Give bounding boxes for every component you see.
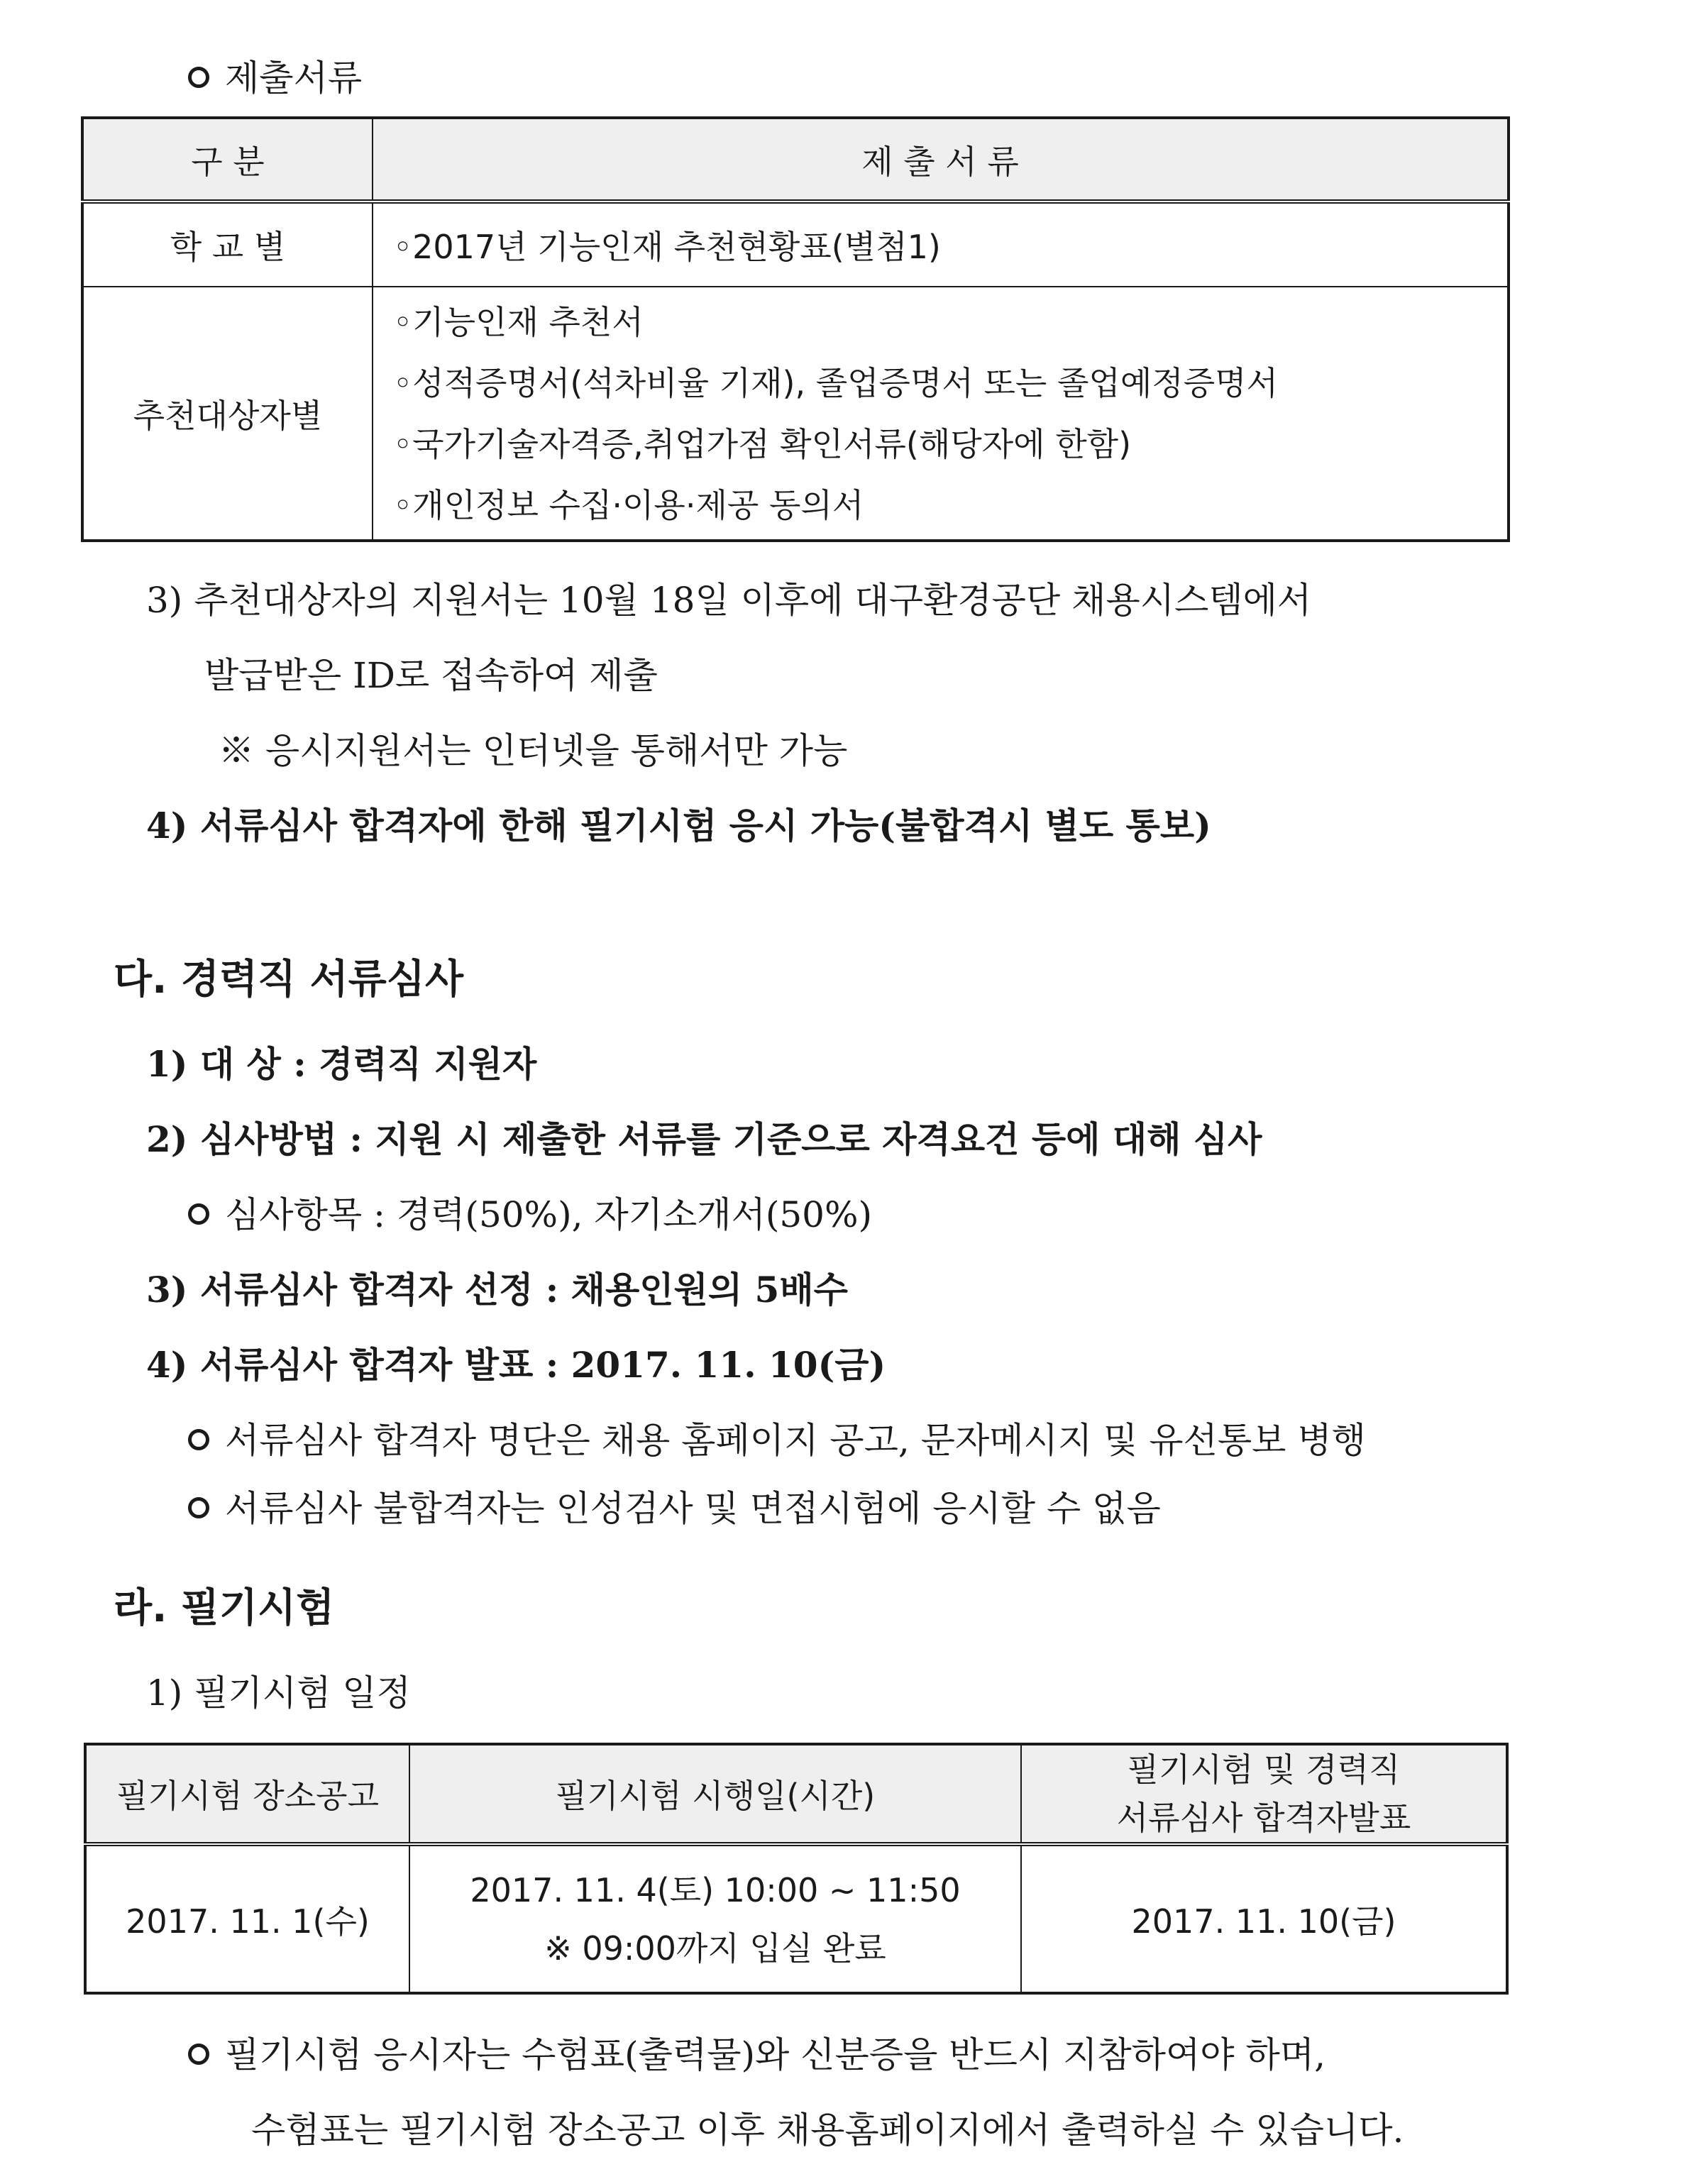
section-da-item4-sub1 [188, 1412, 1366, 1463]
col-result-header-line1: 필기시험 및 경력직 [1127, 1750, 1401, 1789]
list-item: ◦기능인재 추천서 [393, 302, 644, 341]
section-da-item2: 2) 심사방법 : 지원 시 제출한 서류를 기준으로 자격요건 등에 대해 심사 [146, 1118, 1262, 1160]
section-ra-title: 라. 필기시험 [114, 1585, 335, 1631]
item-4: 4) 서류심사 합격자에 한해 필기시험 응시 가능(불합격시 별도 통보) [146, 805, 1211, 846]
footer-line1-text: 필기시험 응시자는 수험표(출력물)와 신분증을 반드시 지참하여야 하며, [225, 2034, 1325, 2075]
row-recommend-label: 추천대상자별 [82, 287, 373, 541]
section-da-item4: 4) 서류심사 합격자 발표 : 2017. 11. 10(금) [146, 1344, 886, 1386]
section-da-item4-sub1-text: 서류심사 합격자 명단은 채용 홈페이지 공고, 문자메시지 및 유선통보 병행 [225, 1420, 1366, 1461]
bullet-circle-icon [188, 1203, 209, 1225]
section-da-item3: 3) 서류심사 합격자 선정 : 채용인원의 5배수 [146, 1269, 848, 1311]
section-da-item4-sub2-text: 서류심사 불합격자는 인성검사 및 면접시험에 응시할 수 없음 [225, 1488, 1161, 1529]
footer-line1 [188, 2026, 1325, 2078]
col-documents-header: 제 출 서 류 [373, 118, 1509, 202]
exam-schedule-table [84, 1743, 1509, 1995]
table-row [82, 202, 1509, 287]
section-da-item1: 1) 대 상 : 경력직 지원자 [146, 1043, 537, 1085]
section-da-item2-sub [188, 1186, 872, 1237]
item-3-line1: 3) 추천대상자의 지원서는 10월 18일 이후에 대구환경공단 채용시스템에서 [146, 580, 1312, 621]
list-item: ◦개인정보 수집·이용·제공 동의서 [393, 485, 864, 524]
section-da-title: 다. 경력직 서류심사 [114, 956, 464, 1003]
table-row [82, 287, 1509, 541]
list-item: ◦성적증명서(석차비율 기재), 졸업증명서 또는 졸업예정증명서 [393, 363, 1279, 402]
documents-table [81, 116, 1510, 542]
exam-entry-note: ※ 09:00까지 입실 완료 [544, 1929, 886, 1968]
result-date: 2017. 11. 10(금) [1021, 1844, 1507, 1993]
section-ra-item1: 1) 필기시험 일정 [146, 1672, 411, 1714]
row-school-doc: ◦2017년 기능인재 추천현황표(별첨1) [373, 202, 1509, 287]
col-category-header: 구 분 [82, 118, 373, 202]
table-row [85, 1844, 1507, 1993]
bullet-circle-icon [188, 2044, 209, 2065]
row-school-label: 학 교 별 [82, 202, 373, 287]
venue-notice-date: 2017. 11. 1(수) [85, 1844, 409, 1993]
col-venue-notice-header: 필기시험 장소공고 [85, 1744, 409, 1844]
docs-heading [188, 50, 362, 101]
bullet-circle-icon [188, 67, 209, 88]
section-da-item4-sub2 [188, 1480, 1161, 1531]
docs-heading-text: 제출서류 [225, 57, 363, 99]
item-3-line2: 발급받은 ID로 접속하여 제출 [204, 655, 658, 696]
bullet-circle-icon [188, 1429, 209, 1450]
exam-table-header [85, 1744, 1507, 1844]
col-result-header-line2: 서류심사 합격자발표 [1116, 1799, 1411, 1837]
col-exam-date-header: 필기시험 시행일(시간) [409, 1744, 1021, 1844]
bullet-circle-icon [188, 1497, 209, 1518]
list-item: ◦국가기술자격증,취업가점 확인서류(해당자에 한함) [393, 424, 1132, 463]
exam-date-time: 2017. 11. 4(토) 10:00 ~ 11:50 [470, 1870, 961, 1909]
section-da-item2-sub-text: 심사항목 : 경력(50%), 자기소개서(50%) [225, 1194, 873, 1235]
footer-line2: 수험표는 필기시험 장소공고 이후 채용홈페이지에서 출력하실 수 있습니다. [251, 2109, 1404, 2151]
documents-table-header [82, 118, 1509, 202]
item-3-note: ※ 응시지원서는 인터넷을 통해서만 가능 [219, 730, 848, 771]
